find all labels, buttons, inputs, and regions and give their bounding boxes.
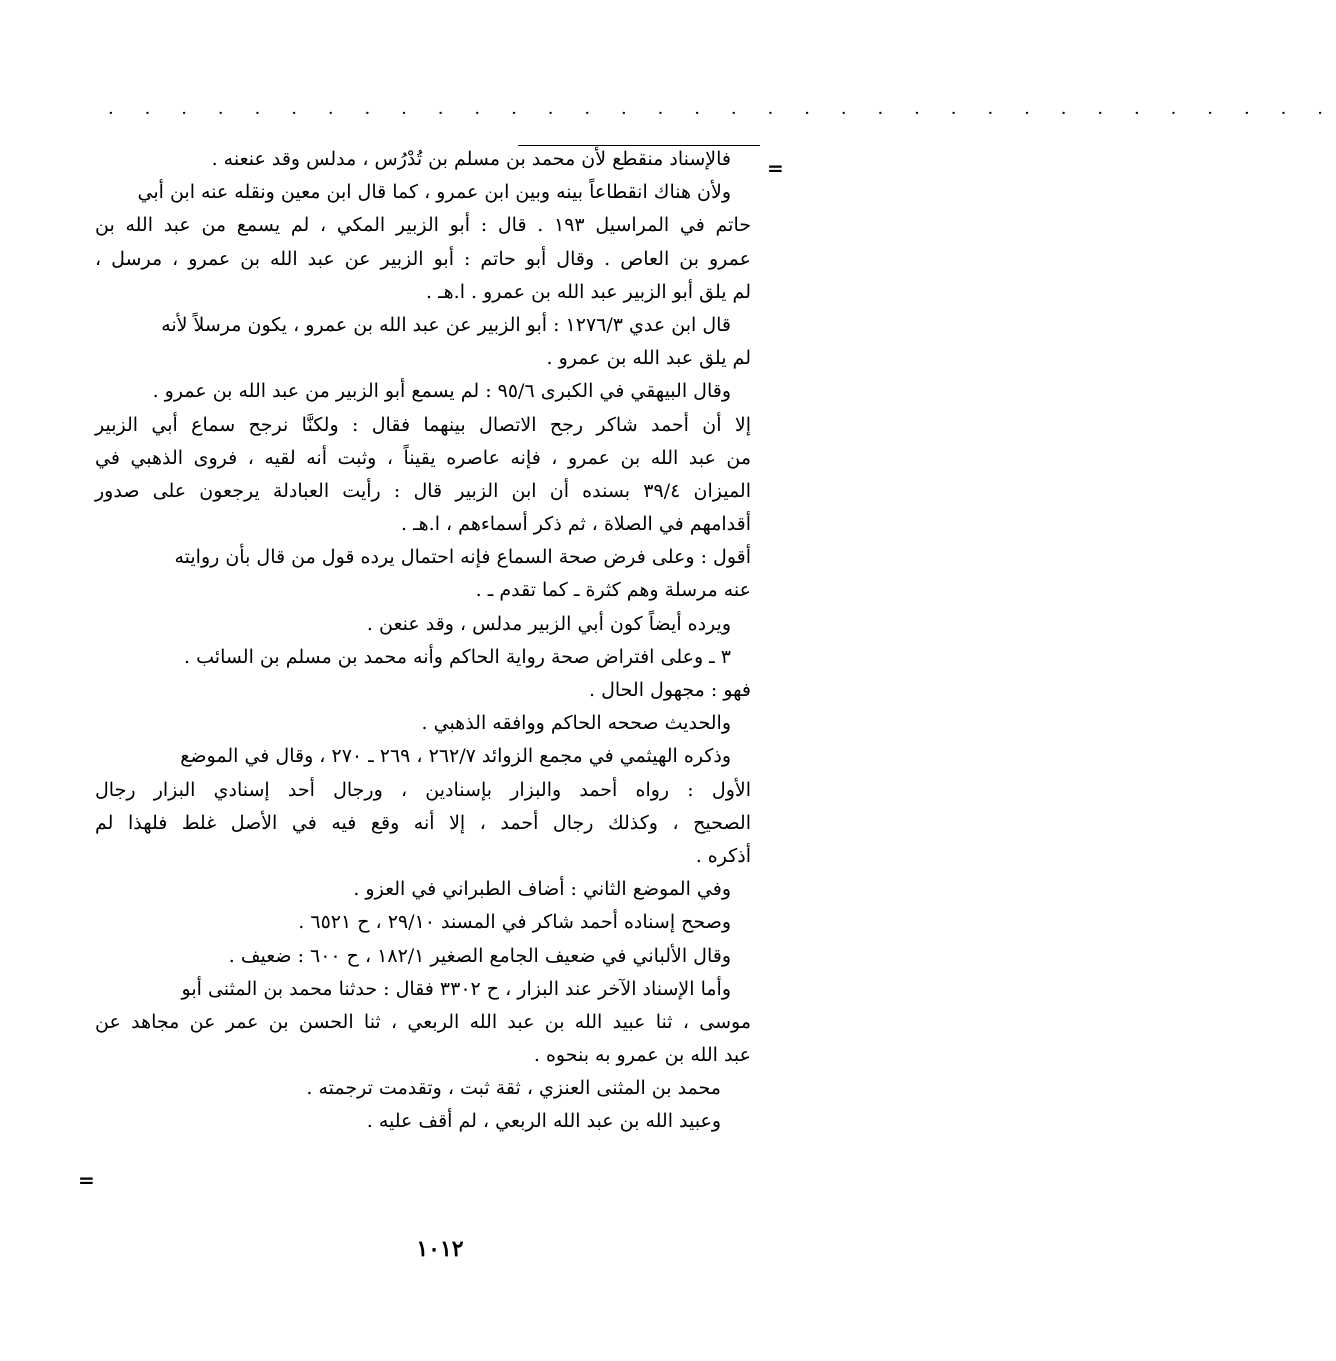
text-line: إلا أن أحمد شاكر رجح الاتصال بينهما فقال : ولكنَّا نرجح سماع أبي الزبير (95, 413, 751, 436)
text-line: لم يلق أبو الزبير عبد الله بن عمرو . ا.هـ . (426, 280, 751, 303)
text-line: أقول : وعلى فرض صحة السماع فإنه احتمال يرده قول من قال بأن روايته (174, 546, 751, 569)
text-line: أقدامهم في الصلاة ، ثم ذكر أسماءهم ، ا.هـ . (400, 513, 751, 536)
page-number: ١٠١٢ (416, 1236, 464, 1262)
text-line: حاتم في المراسيل ١٩٣ . قال : أبو الزبير المكي ، لم يسمع من عبد الله بن (95, 214, 751, 237)
text-line: وقال البيهقي في الكبرى ٩٥/٦ : لم يسمع أبو الزبير من عبد الله بن عمرو . (152, 380, 731, 403)
text-line: وأما الإسناد الآخر عند البزار ، ح ٣٣٠٢ فقال : حدثنا محمد بن المثنى أبو (181, 977, 731, 1000)
continuation-marker-bottom: = (78, 1168, 95, 1192)
text-line: أذكره . (695, 844, 751, 867)
text-line: فهو : مجهول الحال . (588, 679, 751, 701)
text-line: عمرو بن العاص . وقال أبو حاتم : أبو الزبير عن عبد الله بن عمرو ، مرسل ، (95, 247, 751, 270)
text-line: ٣ ـ وعلى افتراض صحة رواية الحاكم وأنه محمد بن مسلم بن السائب . (184, 645, 731, 668)
text-line: عنه مرسلة وهم كثرة ـ كما تقدم ـ . (475, 579, 751, 602)
text-line: وفي الموضع الثاني : أضاف الطبراني في العزو . (353, 878, 731, 901)
footnote-body (95, 143, 751, 1139)
text-line: ولأن هناك انقطاعاً بينه وبين ابن عمرو ، كما قال ابن معين ونقله عنه ابن أبي (137, 181, 731, 204)
text-line: الأول : رواه أحمد والبزار بإسنادين ، ورجال أحد إسنادي البزار رجال (95, 778, 751, 801)
text-line: لم يلق عبد الله بن عمرو . (546, 347, 751, 370)
text-line: من عبد الله بن عمرو ، فإنه عاصره يقيناً ، وثبت أنه لقيه ، فروى الذهبي في (95, 446, 751, 469)
text-line: قال ابن عدي ١٢٧٦/٣ : أبو الزبير عن عبد الله بن عمرو ، يكون مرسلاً لأنه (161, 313, 731, 336)
text-line: والحديث صححه الحاكم ووافقه الذهبي . (421, 712, 731, 735)
text-line: ويرده أيضاً كون أبي الزبير مدلس ، وقد عنعن . (366, 612, 731, 635)
continuation-marker-top: = (767, 156, 784, 180)
text-line: الميزان ٣٩/٤ بسنده أن ابن الزبير قال : رأيت العبادلة يرجعون على صدور (95, 479, 751, 502)
text-line: عبد الله بن عمرو به بنحوه . (533, 1044, 751, 1067)
text-line: وقال الألباني في ضعيف الجامع الصغير ١٨٢/١ ، ح ٦٠٠ : ضعيف . (228, 944, 731, 967)
text-line: وعبيد الله بن عبد الله الربعي ، لم أقف عليه . (366, 1110, 721, 1133)
text-line: موسى ، ثنا عبيد الله بن عبد الله الربعي ، ثنا الحسن بن عمر عن مجاهد عن (95, 1010, 751, 1033)
text-line: وصحح إسناده أحمد شاكر في المسند ٢٩/١٠ ، ح ٦٥٢١ . (298, 911, 731, 934)
text-line: الصحيح ، وكذلك رجال أحمد ، إلا أنه وقع فيه في الأصل غلط فلهذا لم (95, 811, 751, 834)
header-dots: · · · · · · · · · · · · · · · · · · · · · · · · · · · · · · · · · · (108, 103, 1336, 124)
text-line: وذكره الهيثمي في مجمع الزوائد ٢٦٢/٧ ، ٢٦٩ ـ ٢٧٠ ، وقال في الموضع (180, 745, 731, 768)
text-line: محمد بن المثنى العنزي ، ثقة ثبت ، وتقدمت ترجمته . (306, 1077, 721, 1100)
text-line: فالإسناد منقطع لأن محمد بن مسلم بن تُدْرُس ، مدلس وقد عنعنه . (211, 148, 731, 170)
